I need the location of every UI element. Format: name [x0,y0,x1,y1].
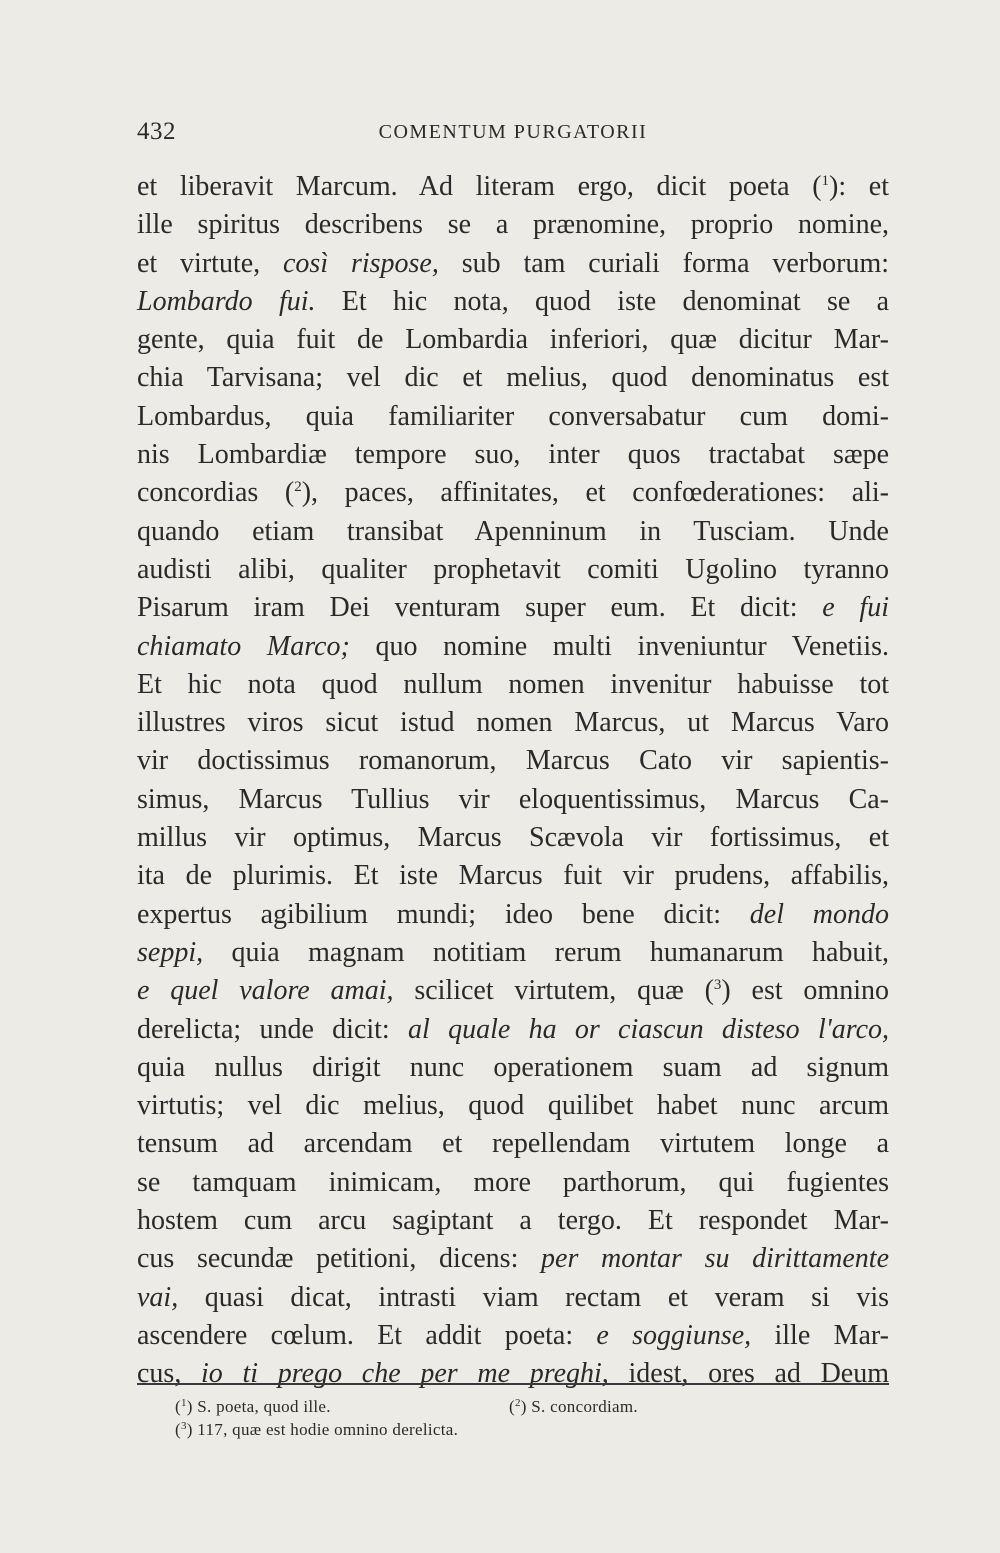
page-number: 432 [137,118,176,145]
text-line: et liberavit Marcum. Ad literam ergo, dicit poeta ($^1$): et [137,171,889,202]
text-line: hostem cum arcu sagiptant a tergo. Et respondet Mar- [137,1205,889,1237]
text-line: vir doctissimus romanorum, Marcus Cato vir sapientis- [137,745,889,777]
text-line: vai, quasi dicat, intrasti viam rectam et veram si vis [137,1281,889,1313]
text-line: expertus agibilium mundi; ideo bene dicit: del mondo [137,898,890,930]
text-line: et virtute, così rispose, sub tam curiali forma verborum: [137,247,890,279]
footnote-divider [137,1383,889,1385]
footnote-ref: 1 [821,173,830,189]
text-line: audisti alibi, qualiter prophetavit comiti Ugolino tyranno [137,553,889,585]
text-line: chia Tarvisana; vel dic et melius, quod denominatus est [137,362,889,394]
footnote-ref: 3 [713,977,722,994]
text-line: ascendere cœlum. Et addit poeta: e soggiunse, ille Mar- [137,1319,889,1351]
running-head: COMENTUM PURGATORII [378,121,648,143]
text-line: tensum ad arcendam et repellendam virtutem longe a [137,1128,889,1160]
footnote-1: ($^1$) S. poeta, quod ille. [175,1397,331,1416]
footnotes [175,1395,889,1441]
text-line: seppi, quia magnam notitiam rerum humanarum habuit, [137,936,889,968]
text-line: cus, io ti prego che per me preghi, idest, ores ad Deum [137,1358,890,1390]
text-line: ita de plurimis. Et iste Marcus fuit vir prudens, affabilis, [137,860,889,892]
text-line: quia nullus dirigit nunc operationem suam ad signum [137,1051,889,1083]
text-line: ille spiritus describens se a prænomine, proprio nomine, [137,209,889,241]
page-header [137,118,889,152]
text-line: quando etiam transibat Apenninum in Tusciam. Unde [137,515,889,547]
text-line: Et hic nota quod nullum nomen invenitur habuisse tot [137,668,889,700]
text-line: e quel valore amai, scilicet virtutem, quæ ($^3$) est omnino [137,975,889,1007]
text-line: Lombardo fui. Et hic nota, quod iste denominat se a [137,285,890,317]
text-line: derelicta; unde dicit: al quale ha or ciascun disteso l'arco, [137,1013,889,1045]
text-line: se tamquam inimicam, more parthorum, qui fugientes [137,1166,889,1198]
footnote-3: ($^3$) 117, quæ est hodie omnino derelicta. [175,1420,459,1439]
text-line: Pisarum iram Dei venturam super eum. Et dicit: e fui [137,592,889,624]
footnote-line [175,1395,889,1418]
main-text [137,168,889,1394]
text-line: Lombardus, quia familiariter conversabatur cum domi- [137,400,889,432]
text-line: chiamato Marco; quo nomine multi inveniuntur Venetiis. [137,630,890,662]
text-line: cus secundæ petitioni, dicens: per montar su dirittamente [137,1243,889,1275]
text-line: millus vir optimus, Marcus Scævola vir fortissimus, et [137,822,889,854]
text-line: illustres viros sicut istud nomen Marcus, ut Marcus Varo [137,707,889,739]
footnote-ref: 2 [294,479,302,496]
footnote-2: ($^2$) S. concordiam. [509,1397,638,1416]
text-line: nis Lombardiæ tempore suo, inter quos tractabat sæpe [137,439,889,471]
text-line: gente, quia fuit de Lombardia inferiori, quæ dicitur Mar- [137,324,889,356]
footnote-line [175,1418,889,1441]
text-line: virtutis; vel dic melius, quod quilibet habet nunc arcum [137,1090,889,1122]
text-line: concordias ($^2$), paces, affinitates, et confœderationes: ali- [137,477,890,509]
text-line: simus, Marcus Tullius vir eloquentissimus, Marcus Ca- [137,783,889,815]
